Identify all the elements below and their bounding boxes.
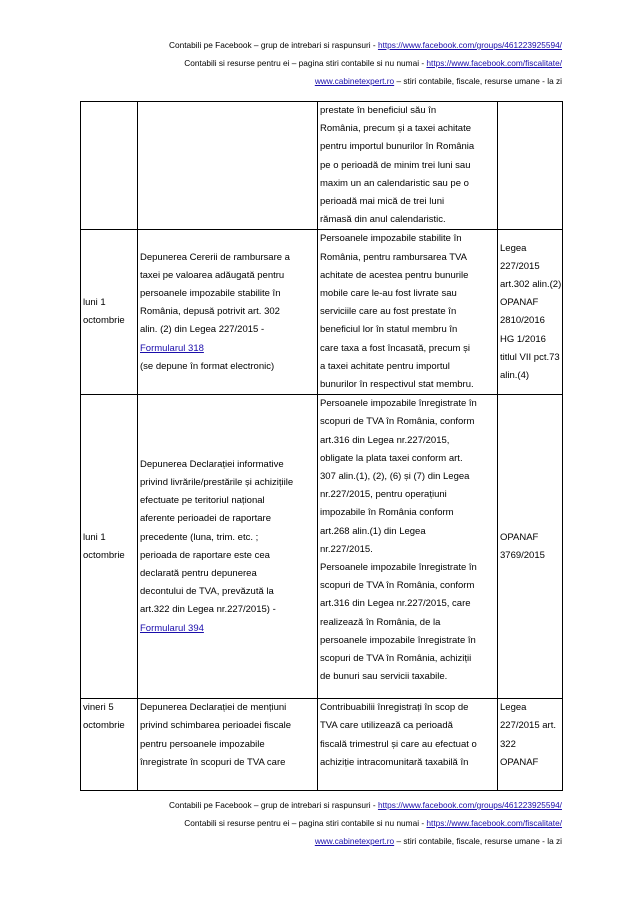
header-text: Contabili si resurse pentru ei – pagina stiri contabile si nu numai - bbox=[184, 58, 427, 68]
obligation-cell-line: Depunerea Declarației de mențiuni bbox=[140, 702, 287, 714]
header-text: Contabili pe Facebook – grup de intrebari si raspunsuri - bbox=[169, 40, 378, 50]
taxpayer-cell-line: obligate la plata taxei conform art. bbox=[320, 452, 463, 464]
obligation-cell-line: taxei pe valoarea adăugată pentru bbox=[140, 269, 285, 281]
obligation-cell bbox=[138, 230, 318, 395]
taxpayer-cell-line: nr.227/2015. bbox=[320, 543, 373, 555]
taxpayer-cell bbox=[318, 102, 498, 230]
obligation-cell-line: pentru persoanele impozabile bbox=[140, 738, 265, 750]
header-line-3 bbox=[80, 72, 562, 90]
taxpayer-cell-line: care taxa a fost încasată, precum și bbox=[320, 342, 470, 354]
date-cell-line: octombrie bbox=[83, 720, 125, 732]
legal-basis-cell bbox=[498, 699, 563, 791]
cabinetexpert-link[interactable]: www.cabinetexpert.ro bbox=[314, 836, 395, 846]
taxpayer-cell-line: realizează în România, de la bbox=[320, 616, 441, 628]
legal-basis-cell-line: Legea bbox=[500, 702, 527, 714]
obligation-cell-line: perioada de raportare este cea bbox=[140, 549, 270, 561]
form-link[interactable]: Formularul 394 bbox=[140, 622, 204, 634]
page-footer bbox=[80, 796, 562, 850]
date-cell bbox=[81, 699, 138, 791]
legal-basis-cell-line: 3769/2015 bbox=[500, 549, 545, 561]
taxpayer-cell-line: România, pentru rambursarea TVA bbox=[320, 251, 467, 263]
obligation-cell-line: România, depusă potrivit art. 302 bbox=[140, 306, 280, 318]
legal-basis-cell-line: 322 bbox=[500, 738, 516, 750]
taxpayer-cell bbox=[318, 395, 498, 699]
taxpayer-cell-line: de bunuri sau servicii taxabile. bbox=[320, 671, 448, 683]
date-cell-line: luni 1 bbox=[83, 297, 106, 309]
table-row bbox=[81, 102, 563, 230]
date-cell-line: vineri 5 bbox=[83, 702, 114, 714]
legal-basis-cell-line: HG 1/2016 bbox=[500, 333, 546, 345]
fiscal-calendar-table bbox=[80, 101, 563, 791]
legal-basis-cell-line: OPANAF bbox=[500, 756, 539, 768]
footer-text: Contabili si resurse pentru ei – pagina stiri contabile si nu numai - bbox=[184, 818, 427, 828]
facebook-group-link[interactable]: https://www.facebook.com/groups/461223925594/ bbox=[377, 800, 562, 810]
obligation-cell-line: Depunerea Declarației informative bbox=[140, 458, 284, 470]
taxpayer-cell bbox=[318, 230, 498, 395]
taxpayer-cell-line: achitate de acestea pentru bunurile bbox=[320, 269, 469, 281]
legal-basis-cell-line: 2810/2016 bbox=[500, 315, 545, 327]
obligation-cell bbox=[138, 699, 318, 791]
legal-basis-cell-line: 227/2015 bbox=[500, 260, 540, 272]
taxpayer-cell-line: TVA care utilizează ca perioadă bbox=[320, 720, 453, 732]
taxpayer-cell-line: maxim un an calendaristic sau pe o bbox=[320, 177, 469, 189]
legal-basis-cell bbox=[498, 395, 563, 699]
taxpayer-cell-line: art.316 din Legea nr.227/2015, care bbox=[320, 598, 471, 610]
taxpayer-cell-line: impozabile în România conform bbox=[320, 507, 454, 519]
obligation-cell-line: precedente (luna, trim. etc. ; bbox=[140, 531, 259, 543]
footer-line-1 bbox=[80, 796, 562, 814]
cabinetexpert-link[interactable]: www.cabinetexpert.ro bbox=[314, 76, 395, 86]
taxpayer-cell-line: Persoanele impozabile stabilite în bbox=[320, 233, 462, 245]
form-link[interactable]: Formularul 318 bbox=[140, 342, 204, 354]
taxpayer-cell-line: Persoanele impozabile înregistrate în bbox=[320, 398, 477, 410]
obligation-cell-line: înregistrate în scopuri de TVA care bbox=[140, 756, 286, 768]
date-cell-line: luni 1 bbox=[83, 531, 106, 543]
date-cell-line: octombrie bbox=[83, 549, 125, 561]
legal-basis-cell bbox=[498, 230, 563, 395]
legal-basis-cell-line: 227/2015 art. bbox=[500, 720, 556, 732]
taxpayer-cell-line: fiscală trimestrul și care au efectuat o bbox=[320, 738, 477, 750]
footer-text: Contabili pe Facebook – grup de intrebari si raspunsuri - bbox=[169, 800, 378, 810]
taxpayer-cell-line: art.268 alin.(1) din Legea bbox=[320, 525, 426, 537]
taxpayer-cell-line: scopuri de TVA în România, conform bbox=[320, 580, 475, 592]
taxpayer-cell-line: scopuri de TVA în România, achiziții bbox=[320, 653, 472, 665]
footer-line-3 bbox=[80, 832, 562, 850]
obligation-cell-line: decontului de TVA, prevăzută la bbox=[140, 586, 274, 598]
legal-basis-cell-line: titlul VII pct.73 bbox=[500, 351, 560, 363]
obligation-cell-line: art.322 din Legea nr.227/2015) - bbox=[140, 604, 276, 616]
table-row bbox=[81, 230, 563, 395]
page-header bbox=[80, 36, 562, 90]
legal-basis-cell-line: Legea bbox=[500, 242, 527, 254]
legal-basis-cell-line: art.302 alin.(2) bbox=[500, 278, 562, 290]
taxpayer-cell-line: Persoanele impozabile înregistrate în bbox=[320, 562, 477, 574]
date-cell-line: octombrie bbox=[83, 315, 125, 327]
obligation-cell-line: (se depune în format electronic) bbox=[140, 360, 275, 372]
header-line-2 bbox=[80, 54, 562, 72]
footer-line-2 bbox=[80, 814, 562, 832]
taxpayer-cell-line: prestate în beneficiul său în bbox=[320, 105, 437, 116]
taxpayer-cell-line: persoanele impozabile înregistrate în bbox=[320, 634, 476, 646]
facebook-group-link[interactable]: https://www.facebook.com/groups/461223925594/ bbox=[377, 40, 562, 50]
table-row bbox=[81, 699, 563, 791]
taxpayer-cell-line: 307 alin.(1), (2), (6) și (7) din Legea bbox=[320, 471, 470, 483]
obligation-cell bbox=[138, 395, 318, 699]
obligation-cell-line: privind schimbarea perioadei fiscale bbox=[140, 720, 292, 732]
taxpayer-cell-line: bunurilor în respectivul stat membru. bbox=[320, 379, 474, 391]
obligation-cell-line: privind livrările/prestările și achizițiile bbox=[140, 476, 294, 488]
header-text: – stiri contabile, fiscale, resurse umane - la zi bbox=[394, 76, 562, 86]
taxpayer-cell-line: beneficiul lor în statul membru în bbox=[320, 324, 458, 336]
header-line-1 bbox=[80, 36, 562, 54]
footer-text: – stiri contabile, fiscale, resurse umane - la zi bbox=[394, 836, 562, 846]
taxpayer-cell-line: achiziție intracomunitară taxabilă în bbox=[320, 756, 469, 768]
legal-basis-cell bbox=[498, 102, 563, 230]
taxpayer-cell-line: perioadă mai mică de trei luni bbox=[320, 196, 445, 208]
obligation-cell-line: aferente perioadei de raportare bbox=[140, 513, 271, 525]
obligation-cell-line: alin. (2) din Legea 227/2015 - bbox=[140, 324, 265, 336]
facebook-page-link[interactable]: https://www.facebook.com/fiscalitate/ bbox=[426, 58, 562, 68]
taxpayer-cell-line: art.316 din Legea nr.227/2015, bbox=[320, 434, 450, 446]
obligation-cell-line: declarată pentru depunerea bbox=[140, 567, 257, 579]
facebook-page-link[interactable]: https://www.facebook.com/fiscalitate/ bbox=[426, 818, 562, 828]
taxpayer-cell-line: a taxei achitate pentru importul bbox=[320, 360, 450, 372]
obligation-cell-line: efectuate pe teritoriul național bbox=[140, 495, 265, 507]
legal-basis-cell-line: alin.(4) bbox=[500, 369, 530, 381]
legal-basis-cell-line: OPANAF bbox=[500, 531, 539, 543]
obligation-cell bbox=[138, 102, 318, 230]
obligation-cell-line: persoanele impozabile stabilite în bbox=[140, 288, 281, 300]
taxpayer-cell-line: scopuri de TVA în România, conform bbox=[320, 416, 475, 428]
table-row bbox=[81, 395, 563, 699]
taxpayer-cell-line: Contribuabilii înregistrați în scop de bbox=[320, 702, 469, 714]
date-cell bbox=[81, 395, 138, 699]
date-cell bbox=[81, 102, 138, 230]
taxpayer-cell-line: rămasă din anul calendaristic. bbox=[320, 214, 446, 226]
taxpayer-cell-line: serviciile care au fost prestate în bbox=[320, 306, 457, 318]
taxpayer-cell-line: pentru importul bunurilor în România bbox=[320, 141, 475, 153]
taxpayer-cell-line: mobile care le-au fost livrate sau bbox=[320, 288, 457, 300]
taxpayer-cell-line: nr.227/2015, pentru operațiuni bbox=[320, 489, 447, 501]
taxpayer-cell bbox=[318, 699, 498, 791]
date-cell bbox=[81, 230, 138, 395]
obligation-cell-line: Depunerea Cererii de rambursare a bbox=[140, 251, 290, 263]
taxpayer-cell-line: România, precum și a taxei achitate bbox=[320, 123, 472, 135]
legal-basis-cell-line: OPANAF bbox=[500, 297, 539, 309]
taxpayer-cell-line: pe o perioadă de minim trei luni sau bbox=[320, 159, 471, 171]
